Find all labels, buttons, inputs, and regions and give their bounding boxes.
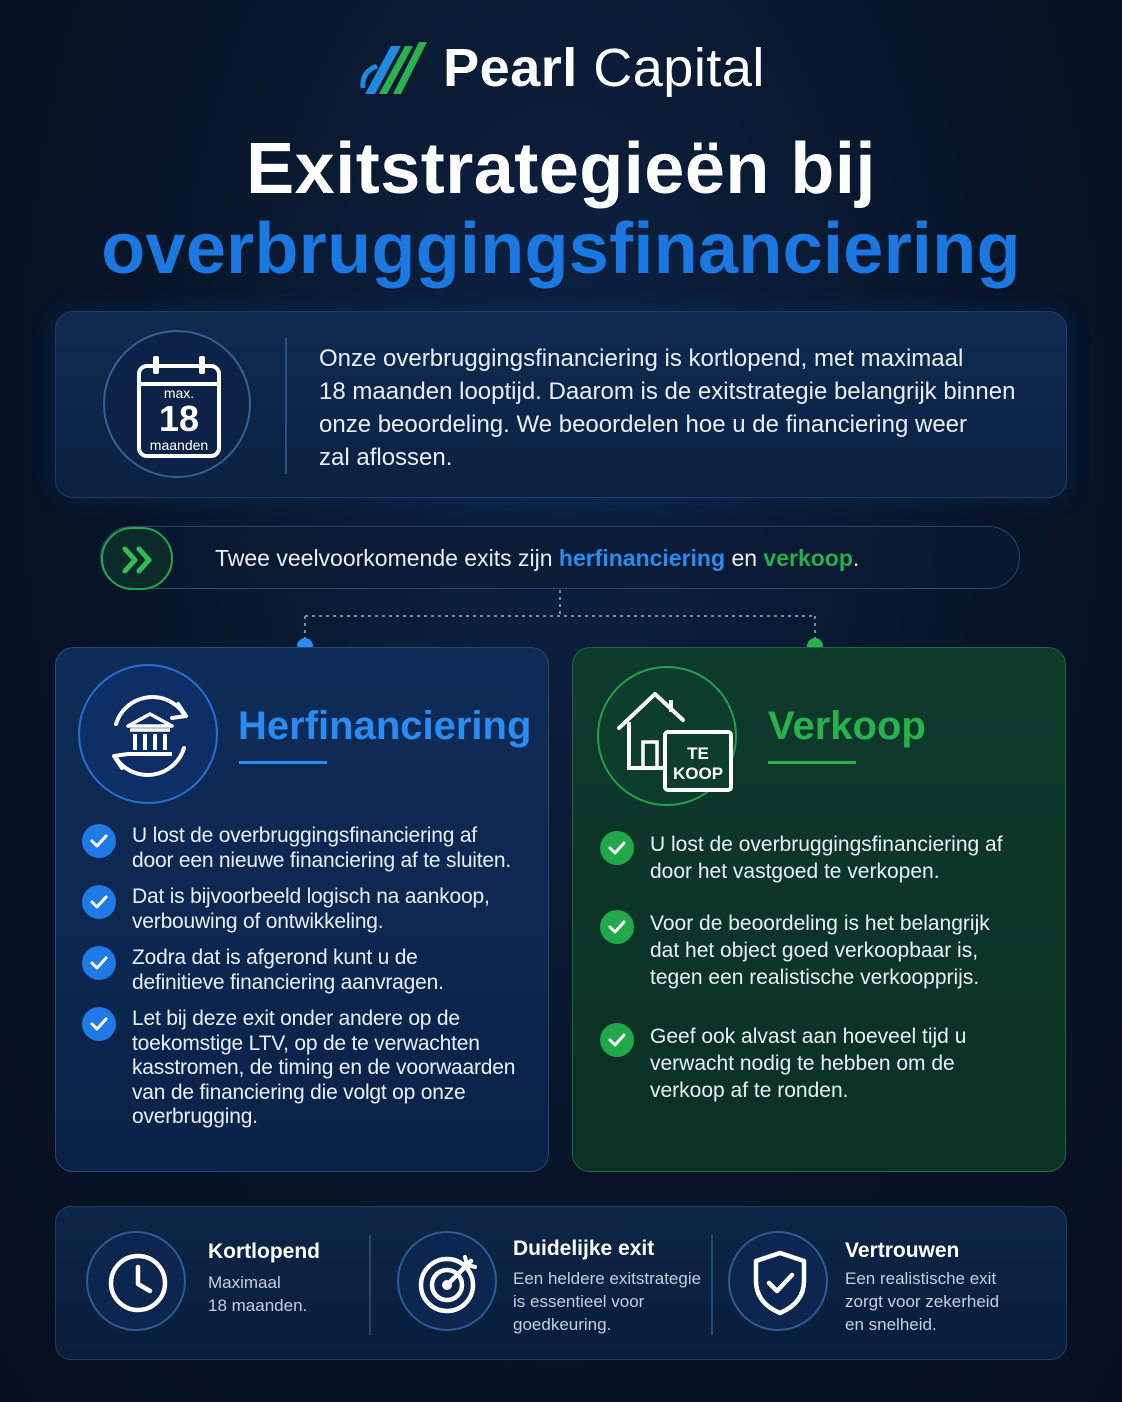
feature-strip [55, 1206, 1067, 1360]
list-item [82, 824, 532, 873]
bullet-line: dat het object goed verkoopbaar is, [650, 939, 979, 962]
bullet-line: verwacht nodig te hebben om de [650, 1052, 955, 1075]
sign-line: TE [687, 744, 709, 763]
list-item [82, 946, 532, 995]
bullet-line: verkoop af te ronden. [650, 1079, 849, 1102]
list-item [600, 910, 1050, 991]
bullet-line: Voor de beoordeling is het belangrijk [650, 912, 990, 935]
feature-desc [513, 1267, 713, 1336]
bullet-line: toekomstige LTV, op de te verwachten [132, 1031, 480, 1055]
panel-verkoop [572, 647, 1066, 1172]
for-sale-sign [665, 744, 731, 784]
intro-line: Onze overbruggingsfinanciering is kortlopend, met maximaal [319, 345, 964, 372]
intro-divider [285, 338, 287, 474]
bullet-line: Dat is bijvoorbeeld logisch na aankoop, [132, 885, 490, 908]
bullet-line: Zodra dat is afgerond kunt u de [132, 946, 418, 969]
bank-refresh-icon [78, 664, 218, 804]
brand-logo [0, 28, 1122, 108]
bullet-line: kasstromen, de timing en de voorwaarden [132, 1056, 516, 1079]
brand-name: Pearl Capital [443, 38, 765, 98]
list-item [82, 885, 532, 934]
feature-divider [711, 1235, 713, 1335]
feature-desc-line: Een heldere exitstrategie [513, 1269, 702, 1288]
feature-title: Vertrouwen [845, 1239, 960, 1262]
feature-desc-line: en snelheid. [845, 1315, 937, 1334]
feature-title: Duidelijke exit [513, 1237, 655, 1260]
target-icon [397, 1231, 497, 1331]
feature-desc [208, 1271, 378, 1317]
feature-desc-line: is essentieel voor [513, 1292, 645, 1311]
bullet-line: verbouwing of ontwikkeling. [132, 909, 384, 933]
feature-desc-line: goedkeuring. [513, 1315, 612, 1334]
check-icon [82, 824, 116, 858]
sign-line: KOOP [672, 764, 724, 783]
feature-desc [845, 1267, 1045, 1336]
title-underline [239, 761, 327, 764]
intro-line: zal aflossen. [319, 444, 453, 471]
calendar-top-label: max. [163, 385, 195, 401]
title-underline [768, 761, 856, 764]
feature-title: Kortlopend [208, 1240, 320, 1263]
intro-text [319, 342, 1039, 474]
calendar-bottom-label: maanden [149, 437, 209, 453]
check-icon [82, 1007, 116, 1041]
list-item [82, 1007, 532, 1130]
bullet-line: overbrugging. [132, 1105, 258, 1128]
page-title-line1: Exitstrategieën bij [246, 129, 876, 209]
list-item [600, 1023, 1050, 1104]
check-icon [82, 946, 116, 980]
panel-title-herfinanciering: Herfinanciering [238, 704, 532, 748]
callout-suffix: . [852, 545, 860, 571]
feature-desc-line: zorgt voor zekerheid [845, 1292, 1000, 1311]
chevrons-right-icon [101, 527, 173, 590]
bullet-line: U lost de overbruggingsfinanciering af [650, 833, 1003, 856]
check-icon [600, 910, 634, 944]
panel-title-verkoop: Verkoop [768, 704, 926, 748]
feature-desc-line: 18 maanden. [208, 1296, 308, 1315]
shield-check-icon [728, 1231, 828, 1331]
bullet-line: Let bij deze exit onder andere op de [132, 1007, 460, 1030]
bullet-line: door een nieuwe financiering af te sluiten. [132, 848, 511, 872]
exit-options-callout [100, 526, 1020, 589]
calendar-badge [103, 330, 251, 478]
panel-herfinanciering [55, 647, 549, 1172]
house-for-sale-icon [597, 666, 737, 806]
bullet-line: Geef ook alvast aan hoeveel tijd u [650, 1025, 967, 1048]
check-icon [82, 885, 116, 919]
intro-card [55, 311, 1067, 498]
intro-line: onze beoordeling. We beoordelen hoe u de financiering weer [319, 411, 968, 438]
calendar-number: 18 [158, 398, 200, 439]
feature-desc-line: Maximaal [208, 1273, 281, 1292]
callout-option-verkoop: verkoop [763, 545, 853, 571]
bullet-line: door het vastgoed te verkopen. [650, 860, 940, 883]
bullet-line: U lost de overbruggingsfinanciering af [132, 824, 477, 847]
feature-desc-line: Een realistische exit [845, 1269, 997, 1288]
bullet-line: tegen een realistische verkoopprijs. [650, 966, 980, 989]
clock-icon [86, 1231, 186, 1331]
callout-text [215, 545, 859, 572]
check-icon [600, 831, 634, 865]
bullet-line: definitieve financiering aanvragen. [132, 970, 444, 994]
callout-option-herfinanciering: herfinanciering [558, 545, 726, 571]
feature-divider [369, 1235, 371, 1335]
callout-conjunction: en [731, 545, 758, 571]
intro-line: 18 maanden looptijd. Daarom is de exitstrategie belangrijk binnen [319, 378, 1016, 405]
callout-prefix: Twee veelvoorkomende exits zijn [215, 545, 553, 571]
page-title-line2: overbruggingsfinanciering [101, 209, 1021, 289]
list-item [600, 831, 1050, 885]
pearl-capital-logo-icon [357, 32, 429, 104]
check-icon [600, 1023, 634, 1057]
bullet-line: van de financiering die volgt op onze [132, 1080, 466, 1104]
